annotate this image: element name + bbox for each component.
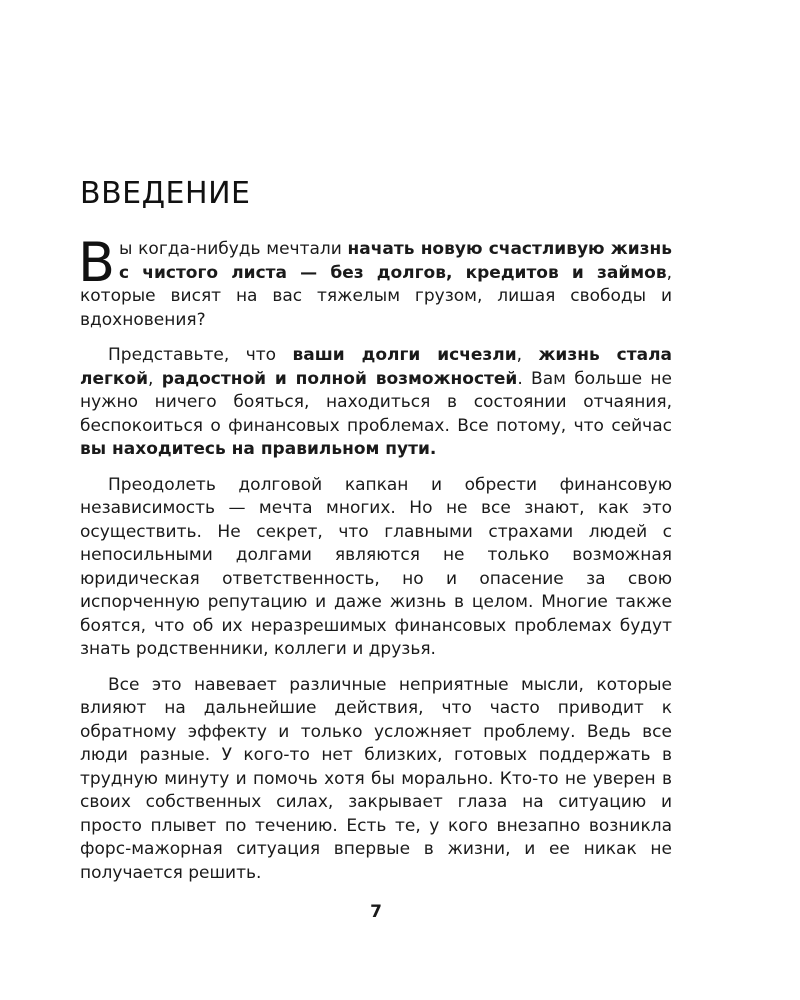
- paragraph-1-text-1: ы когда-нибудь мечтали: [119, 239, 348, 259]
- paragraph-2: [80, 344, 672, 462]
- paragraph-1: [78, 231, 672, 332]
- paragraph-2-bold-1: ваши долги исчезли: [292, 345, 517, 365]
- paragraph-2-text-3: ,: [148, 368, 162, 389]
- drop-cap: В: [78, 231, 116, 294]
- paragraph-2-bold-4: вы находитесь на правильном пути.: [80, 439, 437, 459]
- paragraph-2-text-1: Представьте, что: [108, 345, 293, 365]
- chapter-body: [78, 231, 672, 897]
- paragraph-1-bold-1: начать новую счастливую жизнь с чистого листа — без долгов, кредитов и займов: [119, 239, 672, 283]
- paragraph-2-text-4: . Вам больше не нужно ничего бояться, находиться в состоянии отчаяния, беспокоиться о финансовых проблемах. Все потому, что сейчас: [80, 368, 672, 436]
- paragraph-3: Преодолеть долговой капкан и обрести финансовую независимость — мечта многих. Но не все знают, как это осуществить. Не секрет, что главными страхами людей с непосильными долгами являются не только возможная юридическая ответственность, но и опасение за свою испорченную репутацию и даже жизнь в целом. Многие также боятся, что об их неразрешимых финансовых проблемах будут знать родственники, коллеги и друзья.: [80, 474, 672, 659]
- paragraph-2-bold-3: радостной и полной возможностей: [161, 368, 518, 389]
- paragraph-2-text-2: ,: [516, 345, 539, 365]
- chapter-heading: ВВЕДЕНИЕ: [80, 176, 251, 211]
- paragraph-2-bold-2: жизнь стала легкой: [80, 345, 672, 389]
- paragraph-1-text-2: , которые висят на вас тяжелым грузом, лишая свободы и вдохновения?: [80, 262, 672, 330]
- page-number: 7: [370, 902, 382, 922]
- paragraph-4: Все это навевает различные неприятные мысли, которые влияют на дальнейшие действия, что часто приводит к обратному эффекту и только усложняет проблему. Ведь все люди разные. У кого-то нет близких, готовых поддержать в трудную минуту и помочь хотя бы морально. Кто-то не уверен в своих собственных силах, закрывает глаза на ситуацию и просто плывет по течению. Есть те, у кого внезапно возникла форс-мажорная ситуация впервые в жизни, и ее никак не получается решить.: [80, 674, 672, 883]
